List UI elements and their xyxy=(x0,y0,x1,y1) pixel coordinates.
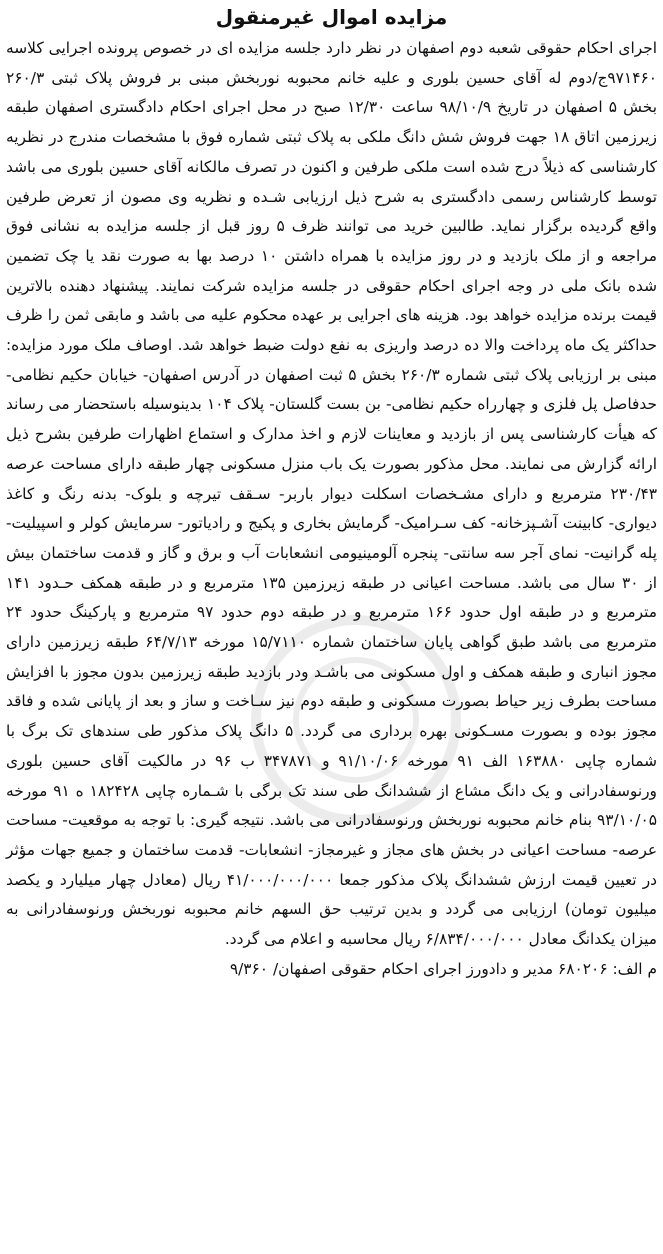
notice-body: اجرای احکام حقوقی شعبه دوم اصفهان در نظر دارد جلسه مزایده ای در خصوص پرونده اجرایی کلاسه ۹۷۱۴۶۰ج/دوم له آقای حسین بلوری و علیه خانم محبوبه نوربخش مبنی بر فروش پلاک ثبتی ۲۶۰/۳ بخش ۵ اصفهان در تاریخ ۹۸/۱۰/۹ ساعت ۱۲/۳۰ صبح در محل اجرای احکام دادگستری اصفهان طبقه زیرزمین اتاق ۱۸ جهت فروش شش دانگ ملکی به پلاک ثبتی شماره فوق با مشخصات مندرج در نظریه کارشناسی که ذیلاً درج شده است ملکی طرفین و اکنون در تصرف مالکانه آقای حسین بلوری می باشد توسط کارشناس رسمی دادگستری به شرح ذیل ارزیابی شـده و نظریه وی مصون از تعرض طرفین واقع گردیده برگزار نماید. طالبین خرید می توانند ظرف ۵ روز قبل از جلسه مزایده به نشانی فوق مراجعه و از ملک بازدید و در روز مزایده با همراه داشتن ۱۰ درصد بها به صورت نقد یا چک تضمین شده بانک ملی در وجه اجرای احکام حقوقی در جلسه مزایده شرکت نمایند. پیشنهاد دهنده بالاترین قیمت برنده مزایده خواهد بود. هزینه های اجرایی بر عهده محکوم علیه می باشد و مابقی ثمن را ظرف حداکثر یک ماه پرداخت والا ده درصد واریزی به نفع دولت ضبط خواهد شد. اوصاف ملک مورد مزایده: مبنی بر ارزیابی پلاک ثبتی شماره ۲۶۰/۳ بخش ۵ ثبت اصفهان در آدرس اصفهان- خیابان حکیم نظامی- حدفاصل پل فلزی و چهارراه حکیم نظامی- بن بست گلستان- پلاک ۱۰۴ بدینوسیله باستحضار می رساند که هیأت کارشناسی پس از بازدید و معاینات لازم و اخذ مدارک و استماع اظهارات طرفین بشرح ذیل ارائه گزارش می نمایند. محل مذکور بصورت یک باب منزل مسکونی چهار طبقه دارای مساحت عرصه ۲۳۰/۴۳ مترمربع و دارای مشـخصات اسکلت دیوار باربر- سـقف تیرچه و بلوک- بدنه رنگ و کاغذ دیواری- کابینت آشـپزخانه- کف سـرامیک- گرمایش بخاری و پکیج و رادیاتور- سرمایش کولر و اسپیلیت- پله گرانیت- نمای آجر سه سانتی- پنجره آلومینیومی انشعابات آب و برق و گاز و قدمت ساختمان بیش از ۳۰ سال می باشد. مساحت اعیانی در طبقه زیرزمین ۱۳۵ مترمربع و در طبقه همکف حـدود ۱۴۱ مترمربع و در طبقه اول حدود ۱۶۶ مترمربع و در طبقه دوم حدود ۹۷ مترمربع و پارکینگ حدود ۲۴ مترمربع می باشد طبق گواهی پایان ساختمان شماره ۱۵/۷۱۱۰ مورخه ۶۴/۷/۱۳ طبقه زیرزمین دارای مجوز انباری و طبقه همکف و اول مسکونی می باشـد ودر بازدید طبقه زیرزمین بدون مجوز با افزایش مساحت بطرف زیر حیاط بصورت مسکونی و طبقه دوم نیز سـاخت و ساز و بعد از پایانی شده و فاقد مجوز بوده و بصورت مسـکونی بهره برداری می گردد. ۵ دانگ پلاک مذکور طی سندهای تک برگ با شماره چاپی ۱۶۳۸۸۰ الف ۹۱ مورخه ۹۱/۱۰/۰۶ و ۳۴۷۸۷۱ ب ۹۶ در مالکیت آقای حسین بلوری ورنوسفادرانی و یک دانگ مشاع از ششدانگ طی سند تک برگی با شـماره چاپی ۱۸۲۴۲۸ ه ۹۱ مورخه ۹۳/۱۰/۰۵ بنام خانم محبوبه نوربخش ورنوسفادرانی می باشد. نتیجه گیری: با توجه به موقعیت- مساحت عرصه- مساحت اعیانی در بخش های مجاز و غیرمجاز- انشعابات- قدمت ساختمان و جمیع جهات مؤثر در تعیین قیمت ارزش ششدانگ پلاک مذکور جمعا ۴۱/۰۰۰/۰۰۰/۰۰۰ ریال (معادل چهار میلیارد و یکصد میلیون تومان) ارزیابی می گردد و بدین ترتیب حق السهم خانم محبوبه نوربخش ورنوسفادرانی به میزان یکدانگ معادل ۶/۸۳۴/۰۰۰/۰۰۰ ریال محاسبه و اعلام می گردد. xyxy=(6,39,658,949)
auction-notice xyxy=(6,0,657,1254)
notice-title: مزایده اموال غیرمنقول xyxy=(215,5,448,29)
notice-footer: م الف: ۶۸۰۲۰۶ مدیر و دادورز اجرای احکام حقوقی اصفهان/ ۹/۳۶۰ xyxy=(229,959,657,978)
